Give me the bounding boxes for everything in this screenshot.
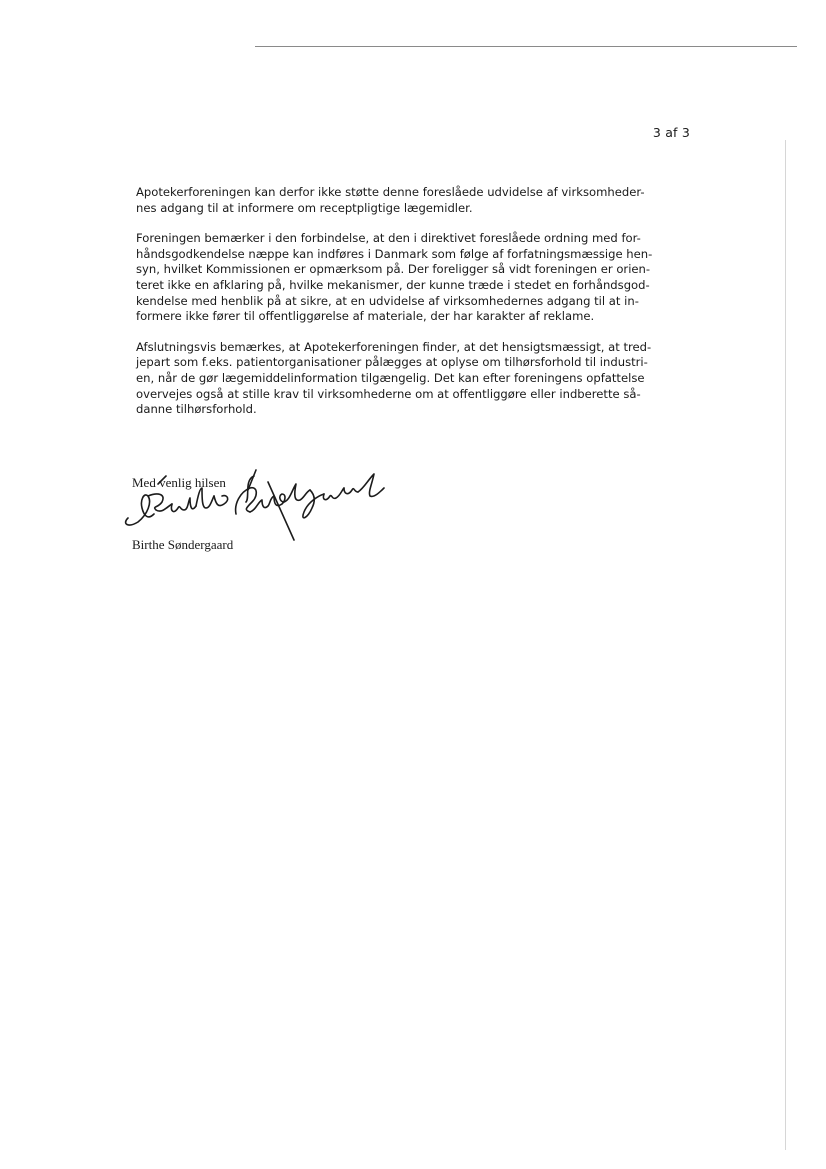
- signer-name: Birthe Søndergaard: [132, 537, 234, 552]
- text-line: overvejes også at stille krav til virksomhederne om at offentliggøre eller indberette så-: [136, 386, 641, 401]
- closing-greeting: Med venlig hilsen: [132, 475, 226, 490]
- handwritten-signature-icon: [118, 466, 398, 546]
- page-number: 3 af 3: [652, 125, 690, 140]
- text-line: Foreningen bemærker i den forbindelse, at den i direktivet foreslåede ordning med for-: [136, 231, 641, 246]
- letter-body: [136, 185, 696, 433]
- scan-edge-right: [785, 140, 786, 1150]
- paragraph-2: [136, 231, 696, 325]
- text-line: Apotekerforeningen kan derfor ikke støtte denne foreslåede udvidelse af virksomheder-: [136, 185, 645, 199]
- text-line: jepart som f.eks. patientorganisationer pålægges at oplyse om tilhørsforhold til industri-: [136, 355, 648, 370]
- text-line: en, når de gør lægemiddelinformation tilgængelig. Det kan efter foreningens opfattelse: [136, 370, 645, 385]
- text-line: formere ikke fører til offentliggørelse af materiale, der har karakter af reklame.: [136, 309, 595, 324]
- paragraph-1: [136, 185, 696, 216]
- text-line: nes adgang til at informere om receptpligtige lægemidler.: [136, 200, 473, 215]
- text-line: syn, hvilket Kommissionen er opmærksom på. Der foreligger så vidt foreningen er orien-: [136, 262, 651, 277]
- text-line: teret ikke en afklaring på, hvilke mekanismer, der kunne træde i stedet en forhåndsgod-: [136, 277, 650, 292]
- text-line: håndsgodkendelse næppe kan indføres i Danmark som følge af forfatningsmæssige hen-: [136, 246, 653, 261]
- text-line: kendelse med henblik på at sikre, at en udvidelse af virksomhedernes adgang til at in-: [136, 293, 639, 308]
- paragraph-3: [136, 340, 696, 418]
- text-line: Afslutningsvis bemærkes, at Apotekerforeningen finder, at det hensigtsmæssigt, at tred-: [136, 339, 652, 354]
- text-line: danne tilhørsforhold.: [136, 402, 257, 417]
- scan-edge-top: [255, 46, 797, 47]
